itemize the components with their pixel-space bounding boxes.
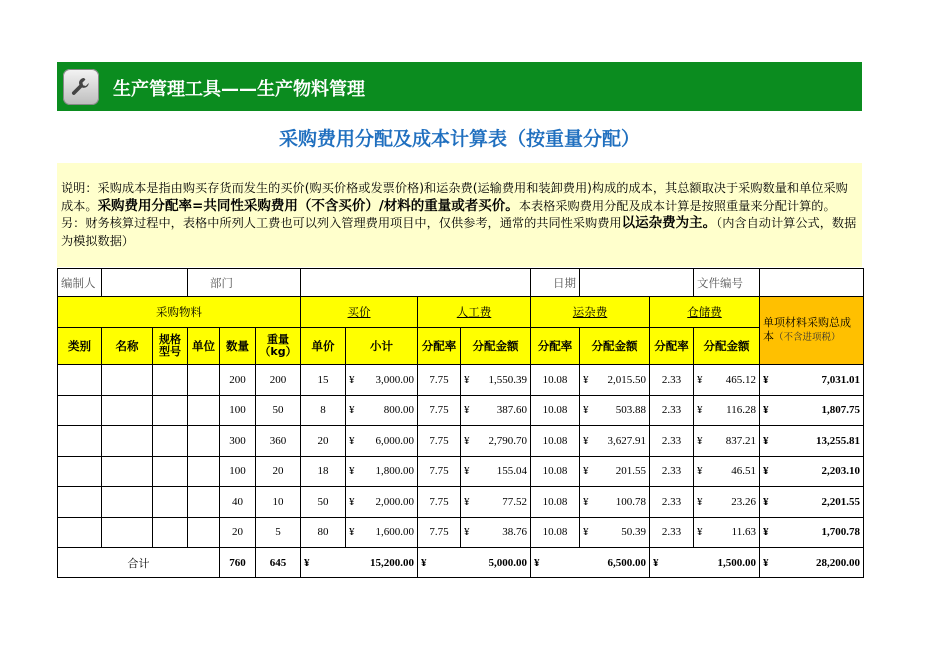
group-labor: 人工费 <box>418 297 531 328</box>
table-row: 20 5 80 ¥ 1,600.00 7.75 ¥ 38.76 10.08 ¥ 50.39 2.33 ¥ 11.63 ¥ 1,700.78 <box>58 517 864 548</box>
summary-row <box>58 548 864 578</box>
summary-freight-total: ¥ 6,500.00 <box>531 548 650 578</box>
col-freight-amount: 分配金额 <box>580 328 650 365</box>
col-unit-price: 单价 <box>301 328 346 365</box>
summary-label: 合计 <box>58 548 220 578</box>
table-row: 100 20 18 ¥ 1,800.00 7.75 ¥ 155.04 10.08 ¥ 201.55 2.33 ¥ 46.51 ¥ 2,203.10 <box>58 456 864 487</box>
description-bold-2: 以运杂费为主。 <box>621 215 717 231</box>
banner-title: 生产管理工具——生产物料管理 <box>113 79 365 100</box>
file-no-input[interactable] <box>760 269 864 297</box>
col-spec: 规格型号 <box>153 328 188 365</box>
col-unit: 单位 <box>188 328 220 365</box>
description-bold-1: 采购费用分配率=共同性采购费用（不含买价）/材料的重量或者买价。 <box>97 197 519 214</box>
summary-price-total: ¥ 15,200.00 <box>301 548 418 578</box>
wrench-icon <box>63 69 99 105</box>
table-row: 200 200 15 ¥ 3,000.00 7.75 ¥ 1,550.39 10.08 ¥ 2,015.50 2.33 ¥ 465.12 ¥ 7,031.01 <box>58 365 864 396</box>
description-text-2: 本表格采购费用分配及成本计算是按照重量来分配计算的。另：财务核算过程中，表格中所列人工费也可以列入管理费用项目中，仅供参考，通常的共同性采购费用 <box>61 198 836 230</box>
header-row-groups <box>58 297 864 328</box>
date-label: 日期 <box>531 269 580 297</box>
col-storage-amount: 分配金额 <box>694 328 760 365</box>
description-box <box>57 163 862 267</box>
description-text-3: （内含自动计算公式，数据为模拟数据） <box>61 216 857 248</box>
group-price: 买价 <box>301 297 418 328</box>
table-row: 100 50 8 ¥ 800.00 7.75 ¥ 387.60 10.08 ¥ 503.88 2.33 ¥ 116.28 ¥ 1,807.75 <box>58 395 864 426</box>
description-text-1: 说明：采购成本是指由购买存货而发生的买价(购买价格或发票价格)和运杂费(运输费用和装卸费用)构成的成本，其总额取决于采购数量和单位采购成本。 <box>61 181 848 213</box>
total-cost-note: （不含进项税） <box>774 332 841 343</box>
table-row: 40 10 50 ¥ 2,000.00 7.75 ¥ 77.52 10.08 ¥ 100.78 2.33 ¥ 23.26 ¥ 2,201.55 <box>58 487 864 518</box>
summary-storage-total: ¥ 1,500.00 <box>650 548 760 578</box>
date-input[interactable] <box>580 269 694 297</box>
col-storage-rate: 分配率 <box>650 328 694 365</box>
col-qty: 数量 <box>220 328 256 365</box>
col-subtotal: 小计 <box>346 328 418 365</box>
table-row: 300 360 20 ¥ 6,000.00 7.75 ¥ 2,790.70 10.08 ¥ 3,627.91 2.33 ¥ 837.21 ¥ 13,255.81 <box>58 426 864 457</box>
cost-table <box>57 268 864 578</box>
group-material: 采购物料 <box>58 297 301 328</box>
col-labor-amount: 分配金额 <box>461 328 531 365</box>
group-storage: 仓储费 <box>650 297 760 328</box>
summary-weight: 645 <box>256 548 301 578</box>
group-freight: 运杂费 <box>531 297 650 328</box>
file-no-label: 文件编号 <box>694 269 760 297</box>
dept-input[interactable] <box>301 269 531 297</box>
total-cost-title: 单项材料采购总成本 <box>763 316 852 343</box>
col-weight: 重量（kg） <box>256 328 301 365</box>
col-name: 名称 <box>102 328 153 365</box>
col-category: 类别 <box>58 328 102 365</box>
summary-qty: 760 <box>220 548 256 578</box>
col-labor-rate: 分配率 <box>418 328 461 365</box>
summary-grand-total: ¥ 28,200.00 <box>760 548 864 578</box>
header-banner <box>57 62 862 111</box>
info-row <box>58 269 864 297</box>
dept-label: 部门 <box>188 269 301 297</box>
editor-label: 编制人 <box>58 269 102 297</box>
total-cost-header <box>760 297 864 365</box>
editor-input[interactable] <box>102 269 188 297</box>
summary-labor-total: ¥ 5,000.00 <box>418 548 531 578</box>
col-freight-rate: 分配率 <box>531 328 580 365</box>
header-row-columns <box>58 328 864 365</box>
page-title: 采购费用分配及成本计算表（按重量分配） <box>278 128 640 150</box>
